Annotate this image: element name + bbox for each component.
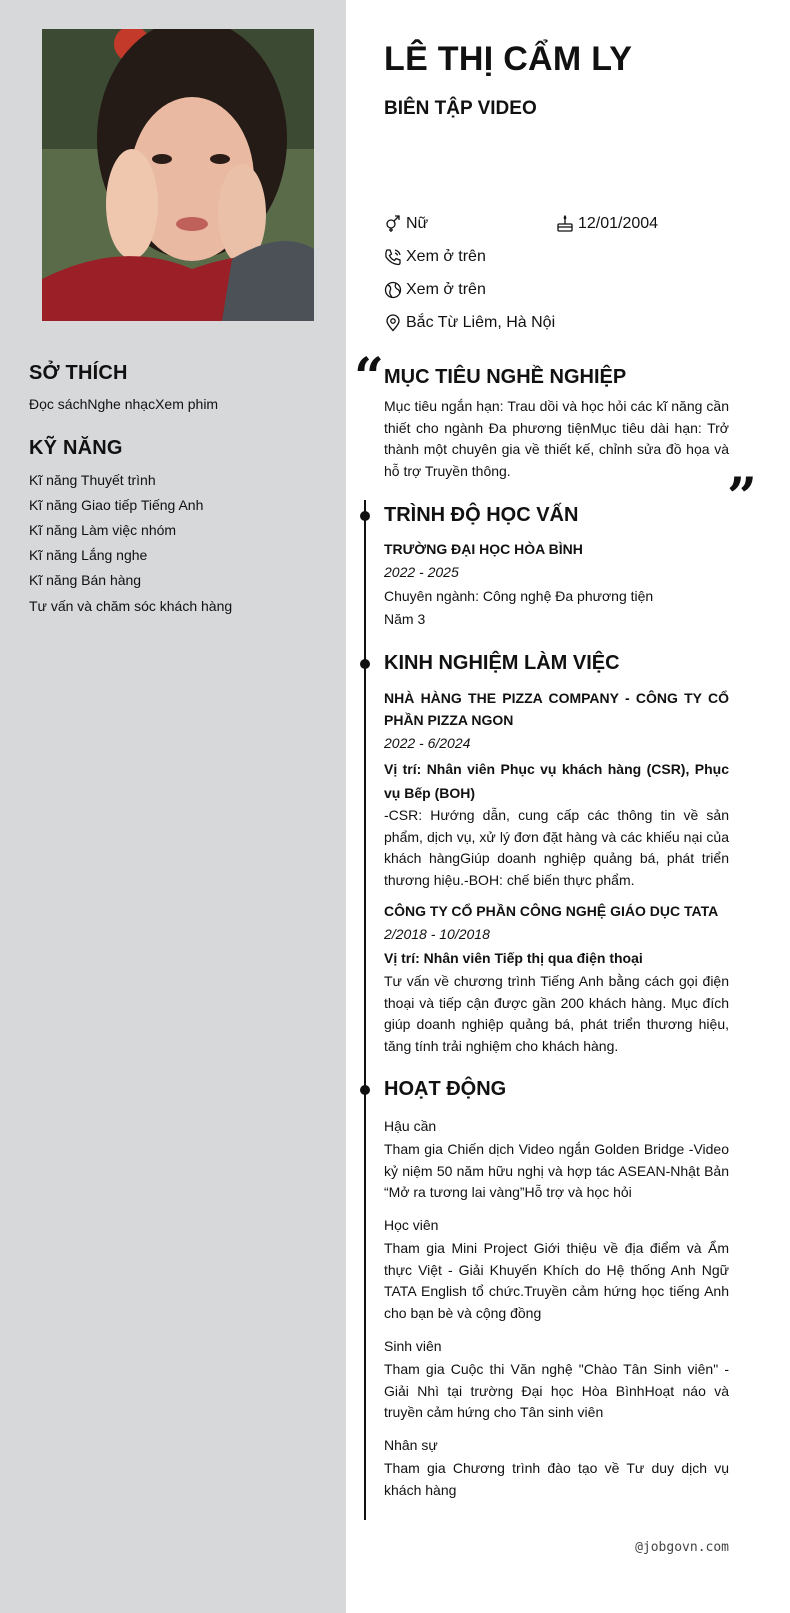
address-info [384,314,555,332]
skills-title: KỸ NĂNG [29,437,123,459]
timeline-dot [360,659,370,669]
web-value: Xem ở trên [406,281,486,298]
skill-item: Kĩ năng Bán hàng [29,572,142,588]
timeline-dot [360,511,370,521]
activity-role: Nhân sự [384,1437,438,1453]
school-name: TRƯỜNG ĐẠI HỌC HÒA BÌNH [384,541,583,557]
hobbies-title: SỞ THÍCH [29,362,128,384]
education-year: Năm 3 [384,611,426,627]
job-position: Vị trí: Nhân viên Phục vụ khách hàng (CSR), Phục vụ Bếp (BOH) [384,761,729,801]
timeline-line [364,500,366,1520]
quote-open-icon: “ [354,347,384,408]
activity-description: Tham gia Cuộc thi Văn nghệ "Chào Tân Sinh viên" - Giải Nhì tại trường Đại học Hòa BìnhHoạt náo và truyền cảm hứng cho Tân sinh viên [384,1361,729,1420]
job-title: BIÊN TẬP VIDEO [384,98,537,119]
phone-info [384,248,486,266]
job-period: 2/2018 - 10/2018 [384,926,490,942]
activity-description: Tham gia Chiến dịch Video ngắn Golden Bridge -Video kỷ niệm 50 năm hữu nghị và hợp tác ASEAN-Nhật Bản “Mở ra tương lai vàng”Hỗ trợ và học hỏi [384,1141,729,1200]
activity-description: Tham gia Chương trình đào tạo về Tư duy dịch vụ khách hàng [384,1460,729,1498]
job-period: 2022 - 6/2024 [384,735,471,751]
web-info [384,281,486,299]
education-title: TRÌNH ĐỘ HỌC VẤN [384,504,579,526]
activity-role: Sinh viên [384,1338,442,1354]
candidate-name: LÊ THỊ CẨM LY [384,40,633,78]
education-major: Chuyên ngành: Công nghệ Đa phương tiện [384,588,654,604]
objective-title: MỤC TIÊU NGHỀ NGHIỆP [384,366,627,388]
birthday-info [556,215,658,233]
timeline-dot [360,1085,370,1095]
phone-icon [384,248,402,266]
hobbies-text: Đọc sáchNghe nhạcXem phim [29,396,219,412]
globe-icon [384,281,402,299]
skill-item: Kĩ năng Làm việc nhóm [29,522,177,538]
sidebar [0,0,346,1613]
job-position: Vị trí: Nhân viên Tiếp thị qua điện thoại [384,950,643,966]
job-description: Tư vấn về chương trình Tiếng Anh bằng cách gọi điện thoại và tiếp cận được gần 200 khách hàng. Mục đích giúp doanh nghiệp quảng bá, phát triển thương hiệu, tăng tính trải nghiệm cho khách hàng. [384,973,729,1054]
activity-role: Học viên [384,1217,439,1233]
skill-item: Kĩ năng Lắng nghe [29,547,148,563]
education-period: 2022 - 2025 [384,564,459,580]
location-pin-icon [384,314,402,332]
phone-value: Xem ở trên [406,248,486,265]
objective-text: Mục tiêu ngắn hạn: Trau dồi và học hỏi các kĩ năng cần thiết cho ngành Đa phương tiệnMục tiêu dài hạn: Trở thành một chuyên gia về thiết kế, chỉnh sửa đồ họa và hỗ trợ Truyền thông. [384,398,729,479]
job-description: -CSR: Hướng dẫn, cung cấp các thông tin về sản phẩm, dịch vụ, xử lý đơn đặt hàng và các khiếu nại của khách hàngGiúp doanh nghiệp quảng bá, phát triển thương hiệu.-BOH: chế biến thực phẩm. [384,807,729,888]
profile-photo [42,29,314,321]
address-value: Bắc Từ Liêm, Hà Nội [406,314,556,331]
quote-close-icon: ” [727,467,757,528]
activities-title: HOẠT ĐỘNG [384,1078,507,1100]
experience-title: KINH NGHIỆM LÀM VIỆC [384,652,620,674]
birthday-value: 12/01/2004 [578,215,659,232]
gender-info [384,215,428,233]
activity-description: Tham gia Mini Project Giới thiệu về địa điểm và Ẩm thực Việt - Giải Khuyến Khích do Hệ thống Anh Ngữ TATA English tổ chức.Truyền cảm hứng học tiếng Anh cho bạn bè và cộng đồng [384,1240,729,1321]
skill-item: Kĩ năng Thuyết trình [29,472,156,488]
company-name: CÔNG TY CỔ PHẦN CÔNG NGHỆ GIÁO DỤC TATA [384,903,719,919]
gender-icon [384,215,402,233]
watermark: @jobgovn.com [635,1540,729,1555]
skill-item: Tư vấn và chăm sóc khách hàng [29,598,233,614]
company-name: NHÀ HÀNG THE PIZZA COMPANY - CÔNG TY CỔ PHẦN PIZZA NGON [384,690,729,728]
activity-role: Hậu cần [384,1118,437,1134]
gender-value: Nữ [406,215,429,232]
cake-icon [556,215,574,233]
skill-item: Kĩ năng Giao tiếp Tiếng Anh [29,497,204,513]
